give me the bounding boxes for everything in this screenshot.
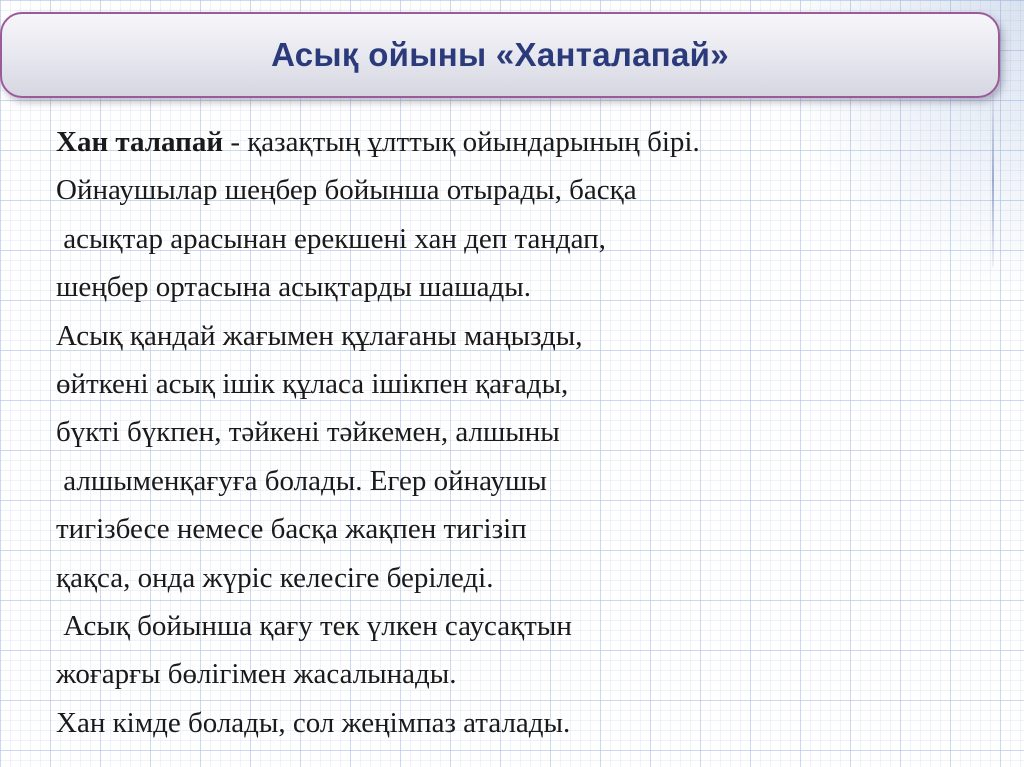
body-line-7: бүкті бүкпен, тәйкені тәйкемен, алшыны (56, 416, 560, 449)
slide-body (56, 118, 996, 747)
body-line-4: шеңбер ортасына асықтарды шашады. (56, 271, 531, 304)
body-line-11: Асық бойынша қағу тек үлкен саусақтын (56, 610, 572, 643)
body-line-6: өйткені асық ішік құласа ішікпен қағады, (56, 368, 569, 401)
body-line-8: алшыменқағуға болады. Егер ойнаушы (56, 464, 547, 497)
body-line-2: Ойнаушылар шеңбер бойынша отырады, басқа (56, 174, 637, 207)
body-line-5: Асық қандай жағымен құлағаны маңызды, (56, 319, 583, 352)
slide-title: Асық ойыны «Ханталапай» (271, 36, 729, 73)
body-line-1-rest: - қазақтың ұлттық ойындарының бірі. (223, 126, 700, 158)
body-line-10: қақса, онда жүріс келесіге беріледі. (56, 561, 494, 594)
body-line-9: тигізбесе немесе басқа жақпен тигізіп (56, 513, 527, 546)
body-line-13: Хан кімде болады, сол жеңімпаз аталады. (56, 706, 571, 739)
body-line-3: асықтар арасынан ерекшені хан деп тандап, (56, 222, 606, 255)
game-name-bold: Хан талапай (56, 126, 224, 158)
body-line-12: жоғарғы бөлігімен жасалынады. (56, 658, 457, 691)
body-line-1 (56, 118, 996, 166)
title-banner (0, 12, 1000, 98)
